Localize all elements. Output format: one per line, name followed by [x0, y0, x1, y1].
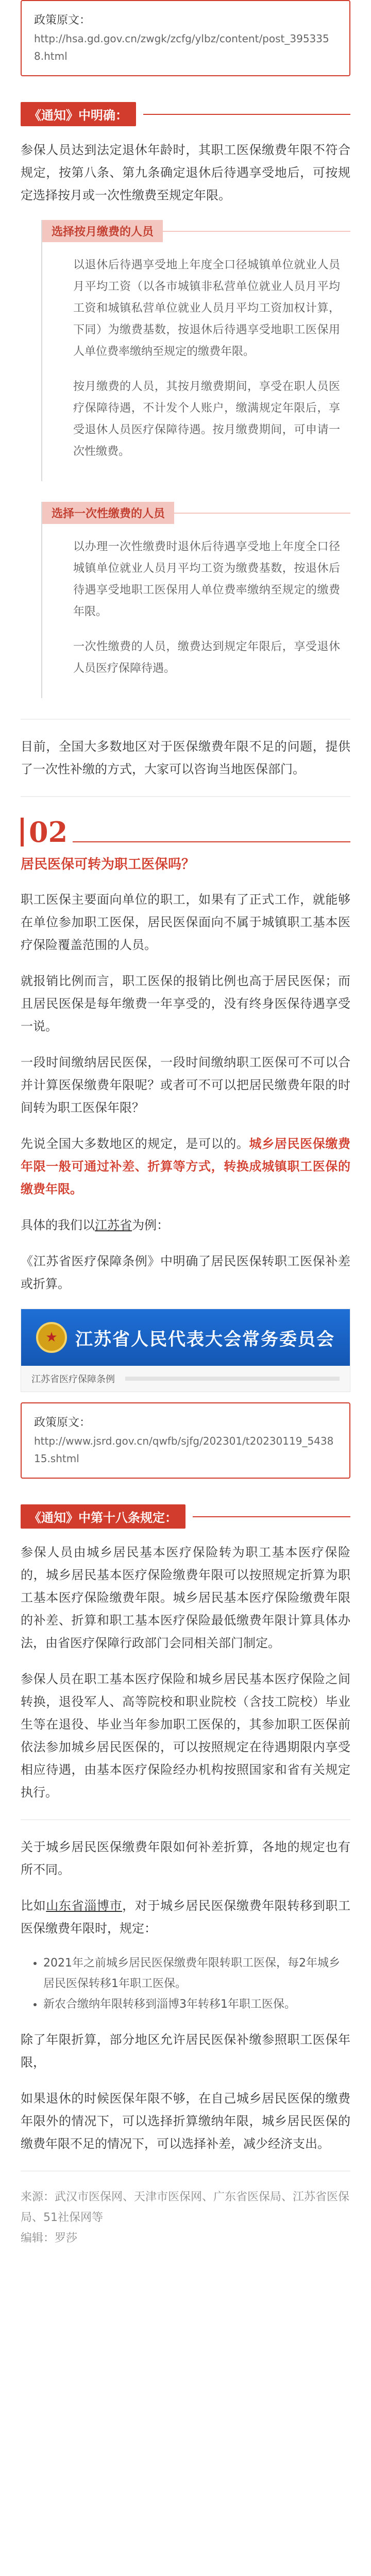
paragraph: 参保人员达到法定退休年龄时，其职工医保缴费年限不符合规定，按第八条、第九条确定退休后待遇享受地后，可按规定选择按月或一次性缴费至规定年限。 [21, 143, 350, 202]
banner-header [21, 1309, 350, 1366]
policy-source-title: 政策原文： [34, 14, 91, 27]
notice-tag: 《通知》中明确： [21, 102, 136, 126]
paragraph [21, 1132, 350, 1200]
inset-body [42, 536, 350, 698]
section-divider [21, 796, 350, 797]
lump-sum-payment-section [41, 502, 350, 698]
paragraph: 《江苏省医疗保障条例》中明确了居民医保转职工医保补差或折算。 [21, 1254, 350, 1291]
paragraph-text: 为例： [132, 1218, 169, 1232]
paragraph: 除了年限折算，部分地区允许居民医保补缴参照职工医保年限， [21, 2032, 350, 2070]
policy-source-link[interactable]: http://www.jsrd.gov.cn/qwfb/sjfg/202301/t20230119_543815.shtml [34, 1435, 334, 1465]
paragraph: 以退休后待遇享受地上年度全口径城镇单位就业人员月平均工资（以各市城镇非私营单位就业人员月平均工资和城镇私营单位就业人员月平均工资加权计算，下同）为缴费基数，按退休后待遇享受地职工医保用人单位费率缴纳至规定的缴费年限。 [73, 259, 340, 358]
list-item: • 新农合缴纳年限转移到淄博3年转移1年职工医保。 [43, 1994, 350, 2015]
section-header [21, 818, 350, 873]
paragraph: 目前，全国大多数地区对于医保缴费年限不足的问题，提供了一次性补缴的方式，大家可以咨询当地医保部门。 [21, 739, 350, 776]
section-divider [21, 2171, 350, 2172]
monthly-payment-section [41, 220, 350, 481]
section-number: 02 [21, 818, 68, 846]
highlight-text: 城乡居民医保缴费年限一般可通过补差、折算等方式，转换成城镇职工医保的缴费年限。 [21, 1137, 351, 1196]
list-item: • 2021年之前城乡居民医保缴费年限转职工医保，每2年城乡居民医保转移1年职工医保。 [43, 1953, 350, 1994]
inset-body [42, 255, 350, 481]
paragraph-text: 具体的我们以 [21, 1218, 95, 1232]
paragraph: 如果退休的时候医保年限不够，在自己城乡居民医保的缴费年限外的情况下，可以选择折算缴纳年限，城乡居民医保的缴费年限不足的情况下，可以选择补差，减少经济支出。 [21, 2091, 350, 2151]
policy-source-title: 政策原文： [34, 1416, 91, 1429]
inset-tag: 选择按月缴费的人员 [42, 220, 163, 242]
paragraph: 参保人员在职工基本医疗保险和城乡居民基本医疗保险之间转换，退役军人、高等院校和职业院校（含技工院校）毕业生等在退役、毕业当年参加职工医保的，其参加职工医保前依法参加城乡居民医保的，可以按照规定在待遇期限内享受相应待遇，由基本医疗保险经办机构按照国家和省有关规定执行。 [21, 1672, 350, 1800]
inset-tag: 选择一次性缴费的人员 [42, 502, 174, 524]
underlined-text: 山东省淄博市 [46, 1899, 123, 1913]
paragraph [21, 1894, 350, 1940]
notice-header [21, 102, 350, 126]
footer-editor: 编辑：罗莎 [21, 2232, 78, 2245]
paragraph-text: 比如 [21, 1899, 46, 1913]
paragraph: 参保人员由城乡居民基本医疗保险转为职工基本医疗保险的，城乡居民基本医疗保险缴费年限可以按照规定折算为职工基本医疗保险缴费年限。城乡居民基本医疗保险缴费年限的补差、折算和职工基本医疗保险最低缴费年限计算具体办法，由省医疗保障行政部门会同相关部门制定。 [21, 1545, 350, 1650]
banner-doc-row [21, 1366, 350, 1392]
paragraph-text: ，对于城乡居民医保缴费年限转移到职工医保缴费年限时，规定： [21, 1899, 351, 1936]
jiangsu-congress-banner [21, 1309, 350, 1392]
section-number-row [21, 816, 350, 849]
paragraph: 职工医保主要面向单位的职工，如果有了正式工作，就能够在单位参加职工医保，居民医保面向不属于城镇职工基本医疗保险覆盖范围的人员。 [21, 892, 350, 952]
banner-title: 江苏省人民代表大会常务委员会 [75, 1329, 335, 1350]
paragraph [21, 1214, 350, 1236]
section-divider [21, 1819, 350, 1820]
inset-header [42, 502, 350, 524]
section-divider [21, 719, 350, 720]
article-footer [21, 2187, 350, 2249]
paragraph: 以办理一次性缴费时退休后待遇享受地上年度全口径城镇单位就业人员月平均工资为缴费基数，按退休后待遇享受地职工医保用人单位费率缴纳至规定的缴费年限。 [73, 540, 340, 618]
underlined-text: 江苏省 [95, 1218, 132, 1232]
banner-doc-title: 江苏省医疗保障条例 [31, 1374, 115, 1385]
notice-divider [193, 1516, 350, 1517]
paragraph: 就报销比例而言，职工医保的报销比例也高于居民医保；而且居民医保是每年缴费一年享受的，没有终身医保待遇享受一说。 [21, 974, 350, 1033]
footer-source: 来源：武汉市医保网、天津市医保网、广东省医保局、江苏省医保局、51社保网等 [21, 2191, 350, 2224]
paragraph: 关于城乡居民医保缴费年限如何补差折算，各地的规定也有所不同。 [21, 1840, 350, 1877]
section-number-divider [73, 841, 350, 842]
notice-divider [143, 114, 350, 115]
policy-source-box [21, 0, 350, 76]
paragraph: 一次性缴费的人员，缴费达到规定年限后，享受退休人员医疗保障待遇。 [73, 640, 340, 675]
notice-header [21, 1504, 350, 1529]
inset-header [42, 220, 350, 242]
section-title: 居民医保可转为职工医保吗？ [21, 857, 195, 872]
inset-divider [174, 513, 350, 514]
rule-list [31, 1953, 350, 2015]
inset-divider [163, 231, 350, 232]
paragraph: 按月缴费的人员，其按月缴费期间，享受在职人员医疗保障待遇，不计发个人账户，缴满规定年限后，享受退休人员医疗保障待遇。按月缴费期间，可申请一次性缴费。 [73, 380, 340, 458]
paragraph: 一段时间缴纳居民医保，一段时间缴纳职工医保可不可以合并计算医保缴费年限呢？或者可不可以把居民缴费年限的时间转为职工医保年限？ [21, 1055, 350, 1115]
paragraph-text: 先说全国大多数地区的规定，是可以的。 [21, 1137, 249, 1151]
policy-source-link[interactable]: http://hsa.gd.gov.cn/zwgk/zcfg/ylbz/content/post_3953358.html [34, 32, 329, 62]
banner-placeholder-bar [125, 1377, 340, 1381]
policy-source-box [21, 1402, 350, 1479]
notice-tag: 《通知》中第十八条规定： [21, 1504, 185, 1529]
national-emblem-icon: ★ [36, 1322, 67, 1353]
